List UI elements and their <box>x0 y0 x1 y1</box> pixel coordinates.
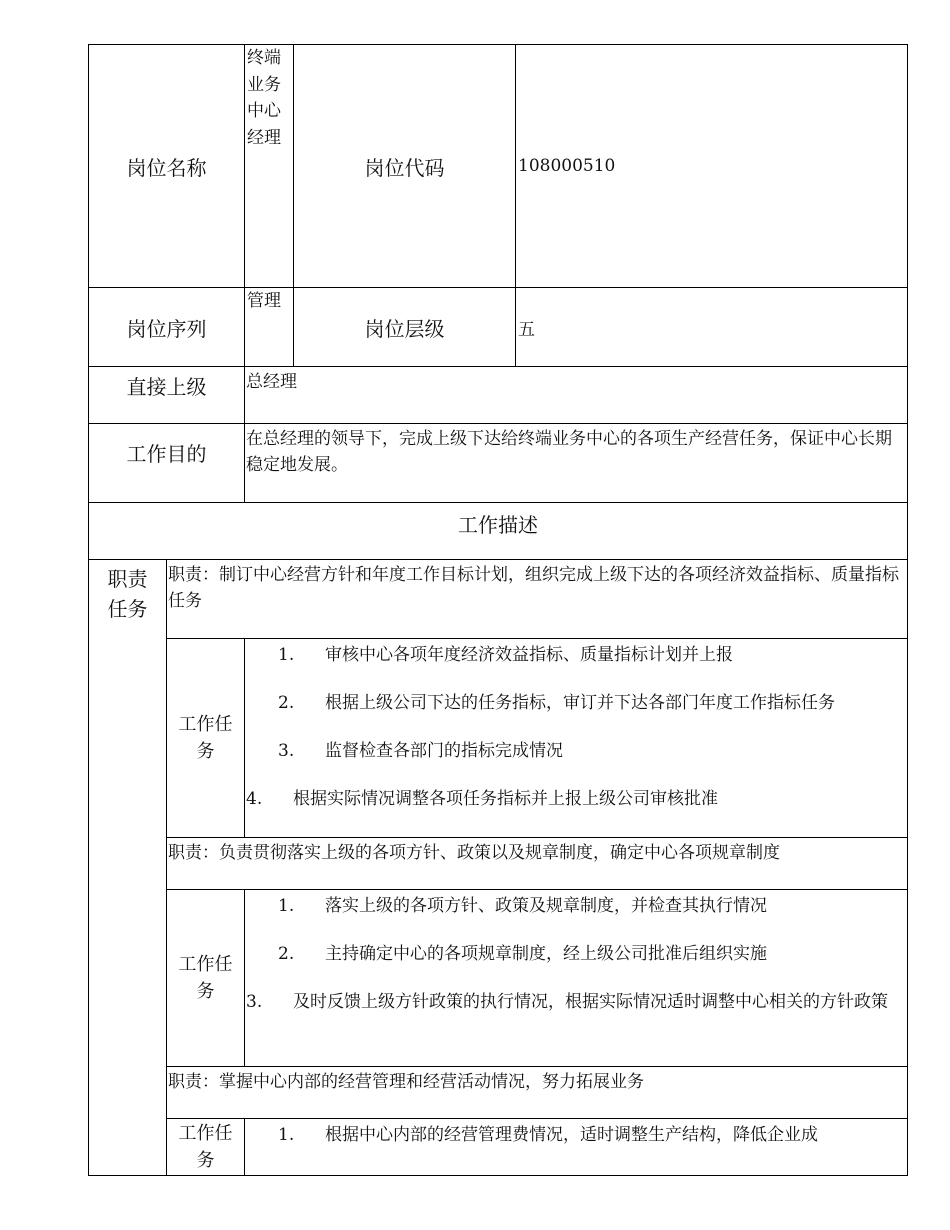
duty-row-2 <box>89 838 908 890</box>
task-row-1 <box>89 639 908 838</box>
task-item <box>245 893 907 919</box>
role-label <box>89 560 167 1176</box>
task-text: 及时反馈上级方针政策的执行情况，根据实际情况适时调整中心相关的方针政策 <box>293 992 888 1012</box>
position-name-label: 岗位名称 <box>89 45 245 288</box>
purpose-value: 在总经理的领导下，完成上级下达给终端业务中心的各项生产经营任务，保证中心长期稳定地发展。 <box>245 424 908 503</box>
task-list <box>245 890 908 1067</box>
row-position-name <box>89 45 908 288</box>
superior-label: 直接上级 <box>89 367 245 424</box>
task-list <box>245 639 908 838</box>
task-item <box>245 1122 907 1148</box>
position-code-label: 岗位代码 <box>294 45 516 288</box>
task-item <box>245 642 907 668</box>
task-text: 落实上级的各项方针、政策及规章制度，并检查其执行情况 <box>325 896 767 916</box>
task-number: 1. <box>278 1125 295 1145</box>
row-description-title <box>89 503 908 560</box>
task-text: 根据上级公司下达的任务指标，审订并下达各部门年度工作指标任务 <box>325 693 835 713</box>
task-row-3 <box>89 1119 908 1176</box>
position-code-value: 108000510 <box>516 45 908 288</box>
duty-row-1 <box>89 560 908 639</box>
task-label: 工作任务 <box>167 1119 245 1176</box>
position-name-value: 终端业务中心经理 <box>245 45 294 288</box>
task-item <box>245 786 907 812</box>
task-text: 审核中心各项年度经济效益指标、质量指标计划并上报 <box>325 645 733 665</box>
task-item <box>245 690 907 716</box>
task-item <box>245 738 907 764</box>
description-title: 工作描述 <box>89 503 908 560</box>
task-text: 主持确定中心的各项规章制度，经上级公司批准后组织实施 <box>325 944 767 964</box>
task-text: 根据实际情况调整各项任务指标并上报上级公司审核批准 <box>293 789 718 809</box>
row-superior <box>89 367 908 424</box>
level-label: 岗位层级 <box>294 288 516 367</box>
sequence-label: 岗位序列 <box>89 288 245 367</box>
duty-text: 职责：制订中心经营方针和年度工作目标计划，组织完成上级下达的各项经济效益指标、质量指标任务 <box>167 560 908 639</box>
task-number: 2. <box>278 944 295 964</box>
task-text: 监督检查各部门的指标完成情况 <box>325 741 563 761</box>
task-number: 3. <box>278 741 295 761</box>
job-description-table <box>88 44 908 1176</box>
task-number: 3. <box>246 992 263 1012</box>
sequence-value: 管理 <box>245 288 294 367</box>
duty-row-3 <box>89 1067 908 1119</box>
task-number: 2. <box>278 693 295 713</box>
duty-text: 职责：负责贯彻落实上级的各项方针、政策以及规章制度，确定中心各项规章制度 <box>167 838 908 890</box>
task-row-2 <box>89 890 908 1067</box>
task-item <box>245 941 907 967</box>
task-number: 1. <box>278 896 295 916</box>
task-item <box>245 989 907 1015</box>
task-number: 1. <box>278 645 295 665</box>
superior-value: 总经理 <box>245 367 908 424</box>
level-value: 五 <box>516 288 908 367</box>
task-number: 4. <box>246 789 263 809</box>
row-sequence <box>89 288 908 367</box>
job-description-page <box>88 44 907 1175</box>
purpose-label: 工作目的 <box>89 424 245 503</box>
task-label: 工作任务 <box>167 890 245 1067</box>
role-label-text: 职责任务 <box>107 567 148 621</box>
task-label: 工作任务 <box>167 639 245 838</box>
duty-text: 职责：掌握中心内部的经营管理和经营活动情况，努力拓展业务 <box>167 1067 908 1119</box>
task-list <box>245 1119 908 1176</box>
row-purpose <box>89 424 908 503</box>
task-text: 根据中心内部的经营管理费情况，适时调整生产结构，降低企业成 <box>325 1125 818 1145</box>
